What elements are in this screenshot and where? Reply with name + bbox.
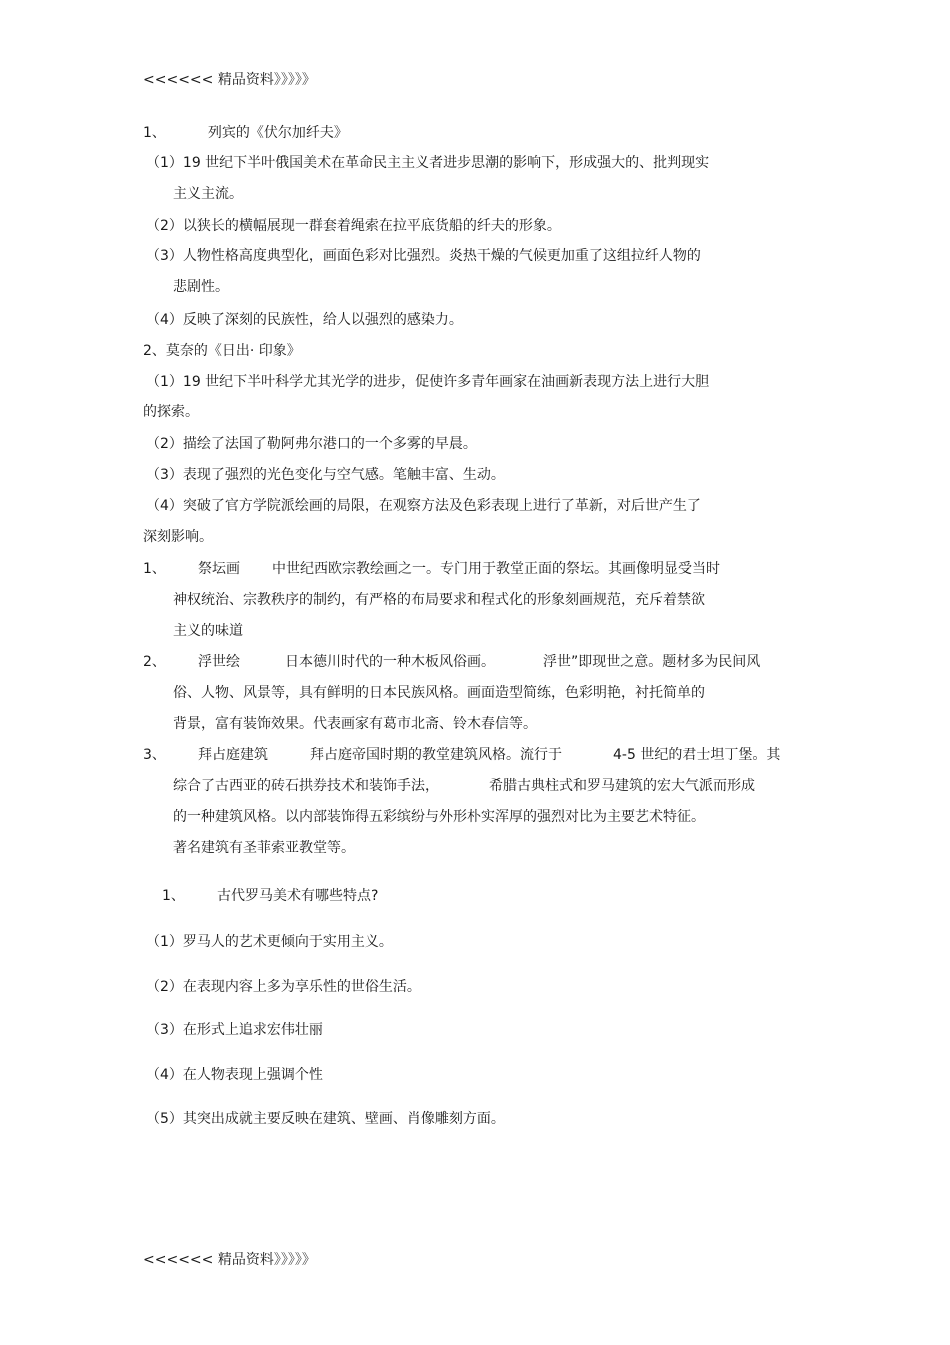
term-3-definition: 拜占庭帝国时期的教堂建筑风格。流行于 (310, 747, 562, 763)
term-3-definition-line-2: 综合了古西亚的砖石拱券技术和装饰手法， (173, 778, 439, 794)
term-1-definition-line-3: 主义的味道 (173, 623, 243, 639)
term-2-definition: 日本德川时代的一种木板风俗画。 (285, 654, 495, 670)
term-3-definition-line-4: 著名建筑有圣菲索亚教堂等。 (173, 840, 355, 856)
section-2-item-1-cont: 的探索。 (143, 404, 199, 420)
term-2-number: 2、 (143, 654, 166, 670)
question-text: 古代罗马美术有哪些特点? (217, 888, 379, 904)
term-1-name: 祭坛画 (198, 561, 240, 577)
section-1-heading: 列宾的《伏尔加纤夫》 (207, 125, 348, 141)
term-2-definition-line-2: 俗、人物、风景等，具有鲜明的日本民族风格。画面造型简练，色彩明艳，衬托简单的 (173, 685, 705, 701)
section-2-item-1: （1）19 世纪下半叶科学尤其光学的进步，促使许多青年画家在油画新表现方法上进行大胆 (146, 374, 710, 390)
section-1-item-3: （3）人物性格高度典型化，画面色彩对比强烈。炎热干燥的气候更加重了这组拉纤人物的 (146, 248, 701, 264)
answer-1: （1）罗马人的艺术更倾向于实用主义。 (146, 934, 393, 950)
answer-2: （2）在表现内容上多为享乐性的世俗生活。 (146, 979, 421, 995)
question-number: 1、 (162, 888, 185, 904)
term-3-definition-line-3: 的一种建筑风格。以内部装饰得五彩缤纷与外形朴实浑厚的强烈对比为主要艺术特征。 (173, 809, 705, 825)
section-1-item-1: （1）19 世纪下半叶俄国美术在革命民主主义者进步思潮的影响下，形成强大的、批判现实 (146, 155, 710, 171)
section-2-item-2: （2）描绘了法国了勒阿弗尔港口的一个多雾的早晨。 (146, 436, 477, 452)
section-2-item-4: （4）突破了官方学院派绘画的局限，在观察方法及色彩表现上进行了革新，对后世产生了 (146, 498, 701, 514)
answer-4: （4）在人物表现上强调个性 (146, 1067, 323, 1083)
term-2-definition-line-3: 背景，富有装饰效果。代表画家有葛市北斋、铃木春信等。 (173, 716, 537, 732)
section-1-item-3-cont: 悲剧性。 (173, 279, 229, 295)
term-1-number: 1、 (143, 561, 166, 577)
term-1-definition-line-2: 神权统治、宗教秩序的制约，有严格的布局要求和程式化的形象刻画规范，充斥着禁欲 (173, 592, 705, 608)
section-1-item-4: （4）反映了深刻的民族性，给人以强烈的感染力。 (146, 312, 463, 328)
page-footer: <<<<<< 精品资料》》》》》 (143, 1252, 316, 1268)
section-1-number: 1、 (143, 125, 166, 141)
term-2-name: 浮世绘 (198, 654, 240, 670)
section-2-item-4-cont: 深刻影响。 (143, 529, 213, 545)
section-1-item-2: （2）以狭长的横幅展现一群套着绳索在拉平底货船的纤夫的形象。 (146, 218, 561, 234)
section-1-item-1-cont: 主义主流。 (173, 186, 243, 202)
answer-5: （5）其突出成就主要反映在建筑、壁画、肖像雕刻方面。 (146, 1111, 505, 1127)
term-1-definition: 中世纪西欧宗教绘画之一。专门用于教堂正面的祭坛。其画像明显受当时 (272, 561, 720, 577)
answer-3: （3）在形式上追求宏伟壮丽 (146, 1022, 323, 1038)
term-3-definition-line-2-cont: 希腊古典柱式和罗马建筑的宏大气派而形成 (489, 778, 755, 794)
section-2-title: 2、莫奈的《日出· 印象》 (143, 343, 301, 359)
term-3-number: 3、 (143, 747, 166, 763)
term-3-name: 拜占庭建筑 (198, 747, 268, 763)
term-2-definition-cont: 浮世”即现世之意。题材多为民间风 (543, 654, 761, 670)
term-3-definition-cont: 4-5 世纪的君士坦丁堡。其 (613, 747, 781, 763)
page-header: <<<<<< 精品资料》》》》》 (143, 72, 316, 88)
section-1-title (143, 124, 348, 142)
section-2-item-3: （3）表现了强烈的光色变化与空气感。笔触丰富、生动。 (146, 467, 505, 483)
